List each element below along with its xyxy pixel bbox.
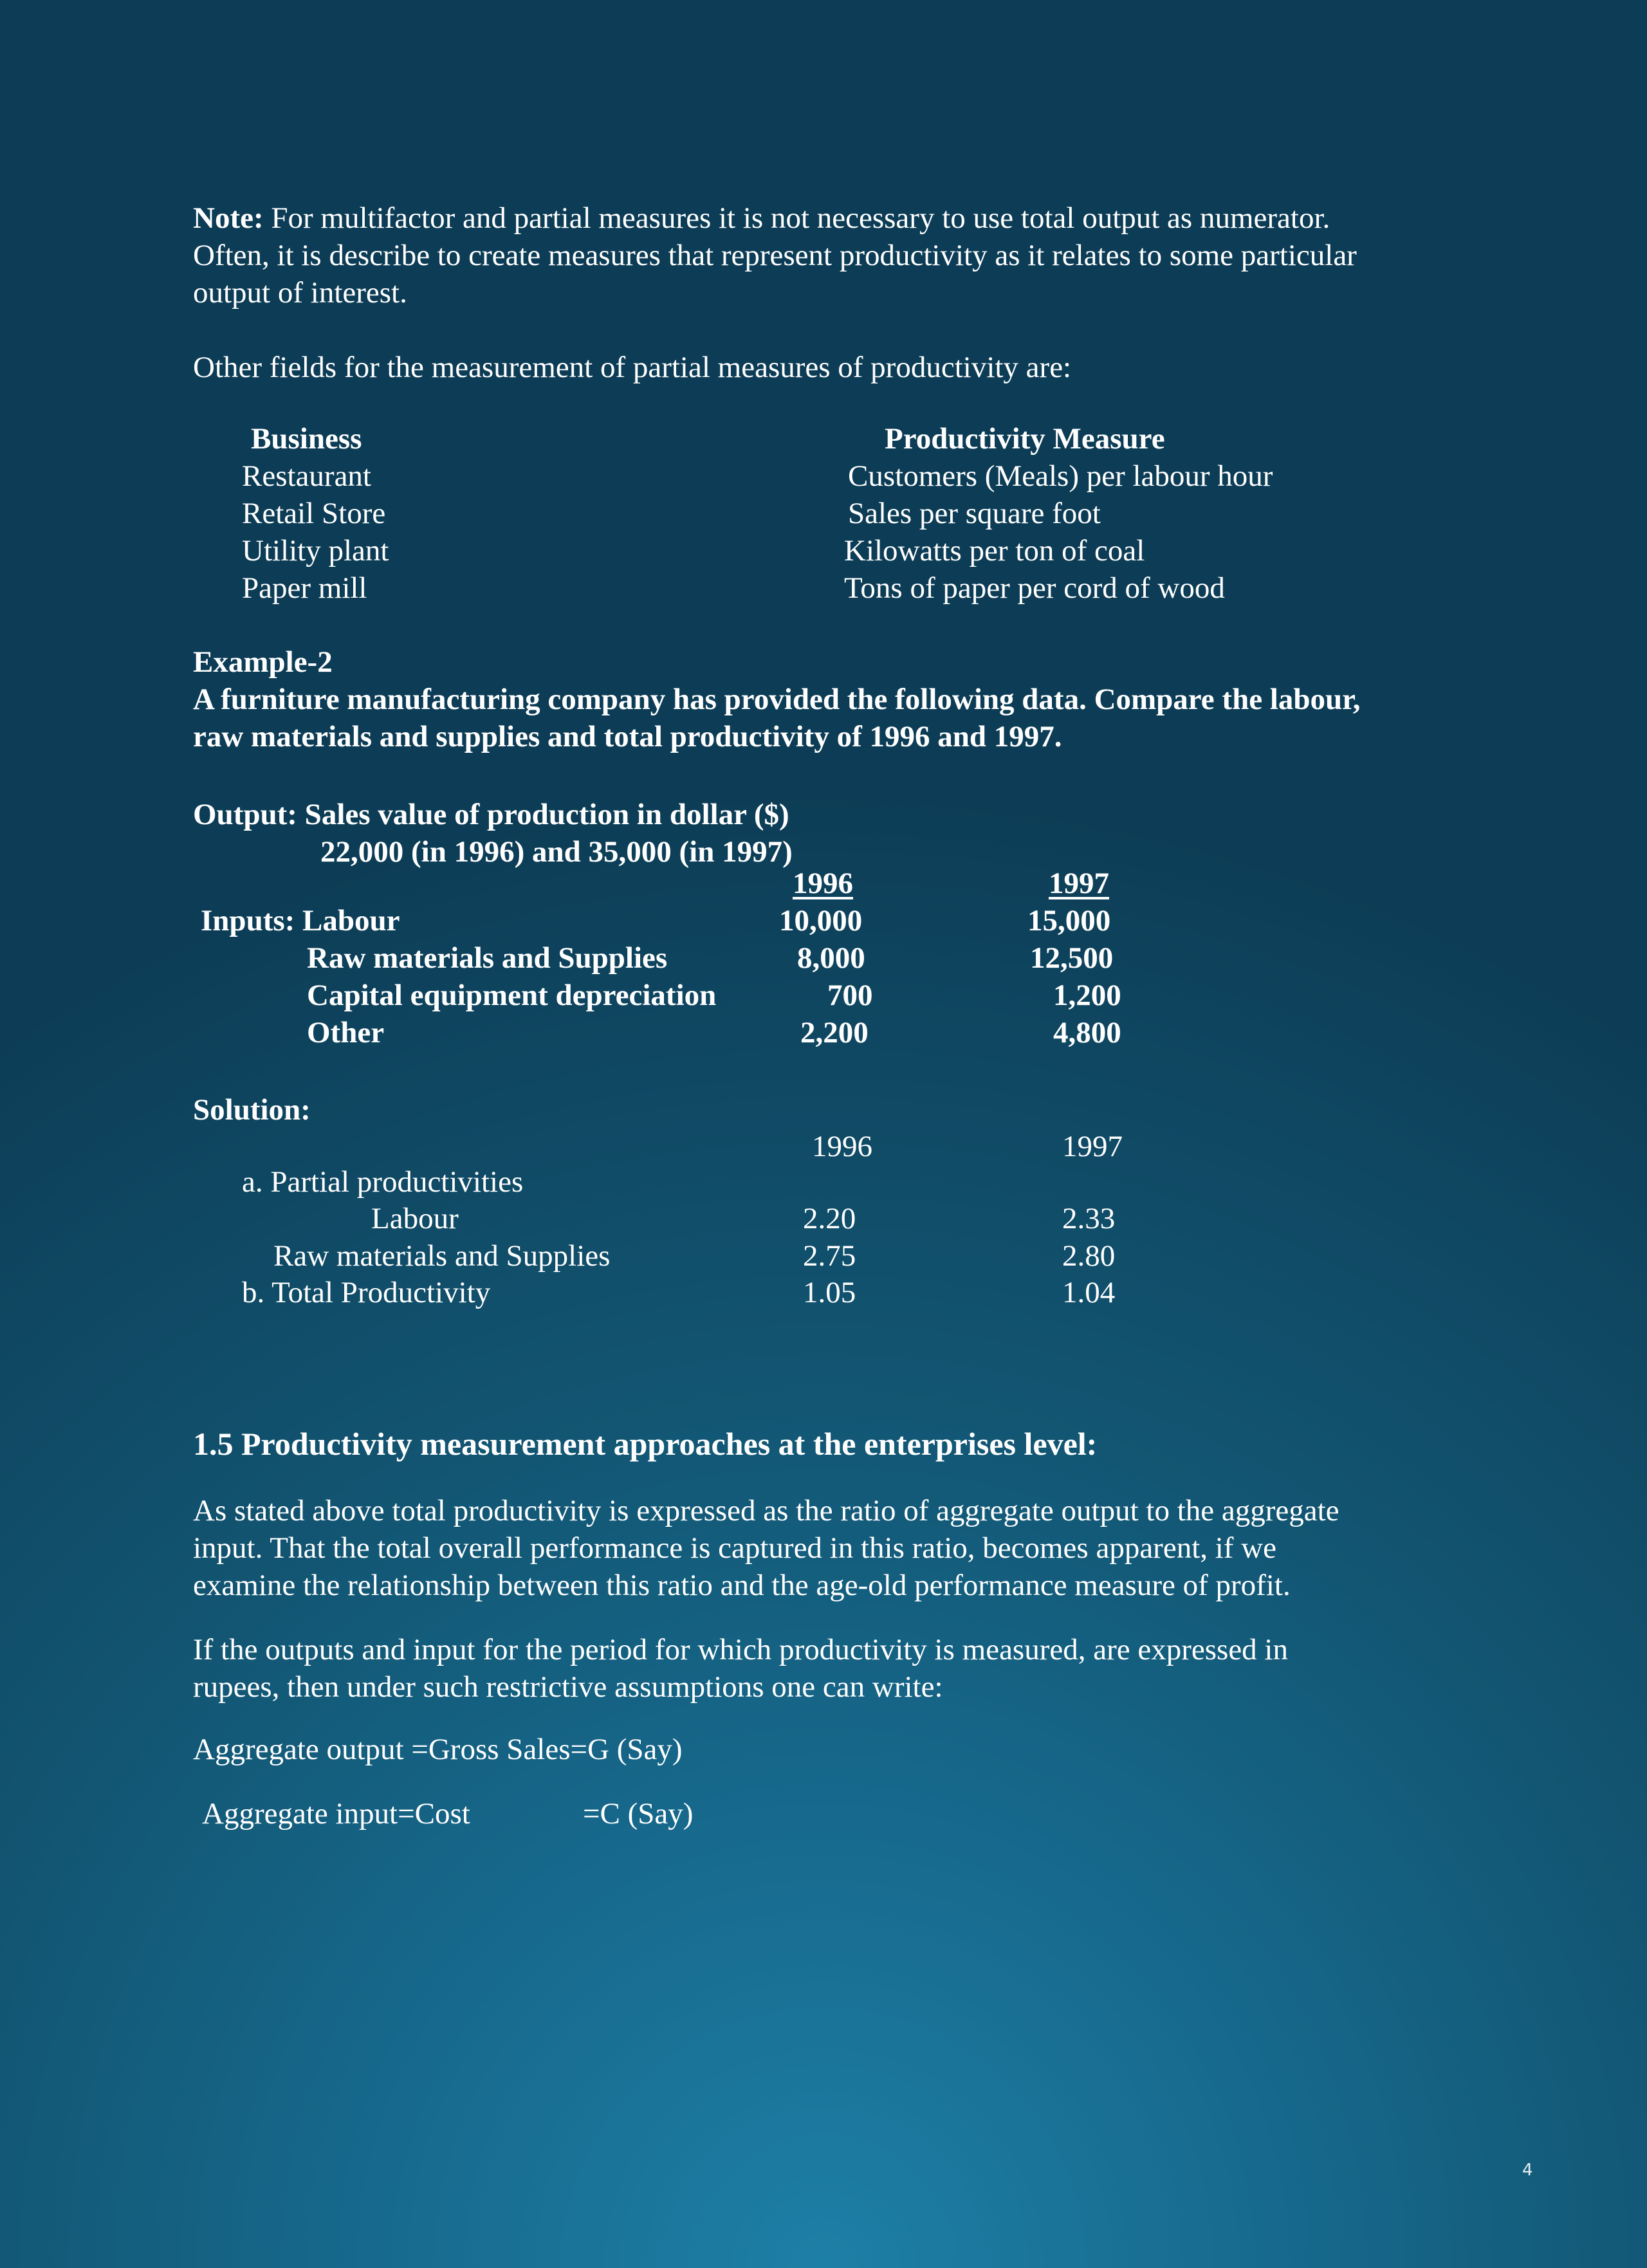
section-heading: 1.5 Productivity measurement approaches at the enterprises level:: [193, 1426, 1098, 1462]
solution-value-1997: 1.04: [1062, 1276, 1116, 1309]
note-line-1: [193, 199, 1330, 237]
solution-value-1997: 2.80: [1062, 1239, 1116, 1273]
table-header-measure: Productivity Measure: [885, 422, 1165, 456]
table-cell-measure: Tons of paper per cord of wood: [844, 571, 1225, 605]
solution-value-1996: 1.05: [803, 1276, 856, 1309]
year-header-1997: 1997: [1049, 867, 1109, 900]
section-paragraph-line: examine the relationship between this ratio and the age-old performance measure of profit.: [193, 1569, 1291, 1602]
table-cell-business: Paper mill: [242, 571, 367, 605]
input-label: Capital equipment depreciation: [307, 979, 717, 1012]
partial-productivities-label: a. Partial productivities: [242, 1165, 524, 1199]
table-cell-business: Utility plant: [242, 534, 389, 567]
output-line-2: 22,000 (in 1996) and 35,000 (in 1997): [320, 835, 793, 869]
note-label: Note:: [193, 201, 264, 235]
solution-row-label: Labour: [371, 1202, 459, 1235]
solution-value-1996: 2.20: [803, 1202, 856, 1235]
solution-year-1996: 1996: [812, 1130, 872, 1163]
solution-row-label: Raw materials and Supplies: [273, 1239, 611, 1273]
input-value-1996: 700: [827, 979, 873, 1012]
solution-value-1997: 2.33: [1062, 1202, 1116, 1235]
note-line-3: output of interest.: [193, 276, 407, 309]
example-line-2: raw materials and supplies and total productivity of 1996 and 1997.: [193, 720, 1062, 753]
table-header-business: Business: [251, 422, 362, 456]
solution-value-1996: 2.75: [803, 1239, 856, 1273]
input-value-1996: 2,200: [800, 1016, 869, 1049]
section-paragraph-line: If the outputs and input for the period for which productivity is measured, are expressed in: [193, 1633, 1288, 1666]
table-cell-measure: Customers (Meals) per labour hour: [848, 459, 1273, 493]
solution-title: Solution:: [193, 1093, 311, 1127]
input-label: Raw materials and Supplies: [307, 941, 668, 975]
inputs-label: Inputs: Labour: [201, 904, 400, 937]
output-line-1: Output: Sales value of production in dollar ($): [193, 798, 789, 831]
input-value-1996: 10,000: [779, 904, 863, 937]
section-paragraph-line: As stated above total productivity is expressed as the ratio of aggregate output to the aggregate: [193, 1494, 1339, 1527]
input-label: Other: [307, 1016, 385, 1049]
equation-output: Aggregate output =Gross Sales=G (Say): [193, 1733, 683, 1766]
input-value-1997: 4,800: [1053, 1016, 1121, 1049]
section-paragraph-line: input. That the total overall performance is captured in this ratio, becomes apparent, if we: [193, 1531, 1277, 1565]
equation-input-left: Aggregate input=Cost: [202, 1797, 470, 1830]
table-cell-measure: Kilowatts per ton of coal: [844, 534, 1145, 567]
note-text-1: For multifactor and partial measures it is not necessary to use total output as numerator.: [263, 201, 1330, 235]
table-cell-business: Restaurant: [242, 459, 371, 493]
input-value-1997: 15,000: [1027, 904, 1111, 937]
table-cell-measure: Sales per square foot: [848, 497, 1101, 530]
example-title: Example-2: [193, 645, 333, 679]
note-line-2: Often, it is describe to create measures that represent productivity as it relates to some particular: [193, 239, 1357, 272]
solution-row-label: b. Total Productivity: [242, 1276, 491, 1309]
input-value-1997: 1,200: [1053, 979, 1121, 1012]
section-paragraph-line: rupees, then under such restrictive assumptions one can write:: [193, 1670, 943, 1704]
table-cell-business: Retail Store: [242, 497, 386, 530]
equation-input-right: =C (Say): [583, 1797, 694, 1830]
solution-year-1997: 1997: [1062, 1130, 1123, 1163]
other-fields-text: Other fields for the measurement of partial measures of productivity are:: [193, 351, 1072, 384]
page-number: 4: [1522, 2161, 1533, 2180]
input-value-1997: 12,500: [1030, 941, 1114, 975]
example-line-1: A furniture manufacturing company has provided the following data. Compare the labour,: [193, 683, 1361, 716]
year-header-1996: 1996: [793, 867, 853, 900]
input-value-1996: 8,000: [797, 941, 865, 975]
